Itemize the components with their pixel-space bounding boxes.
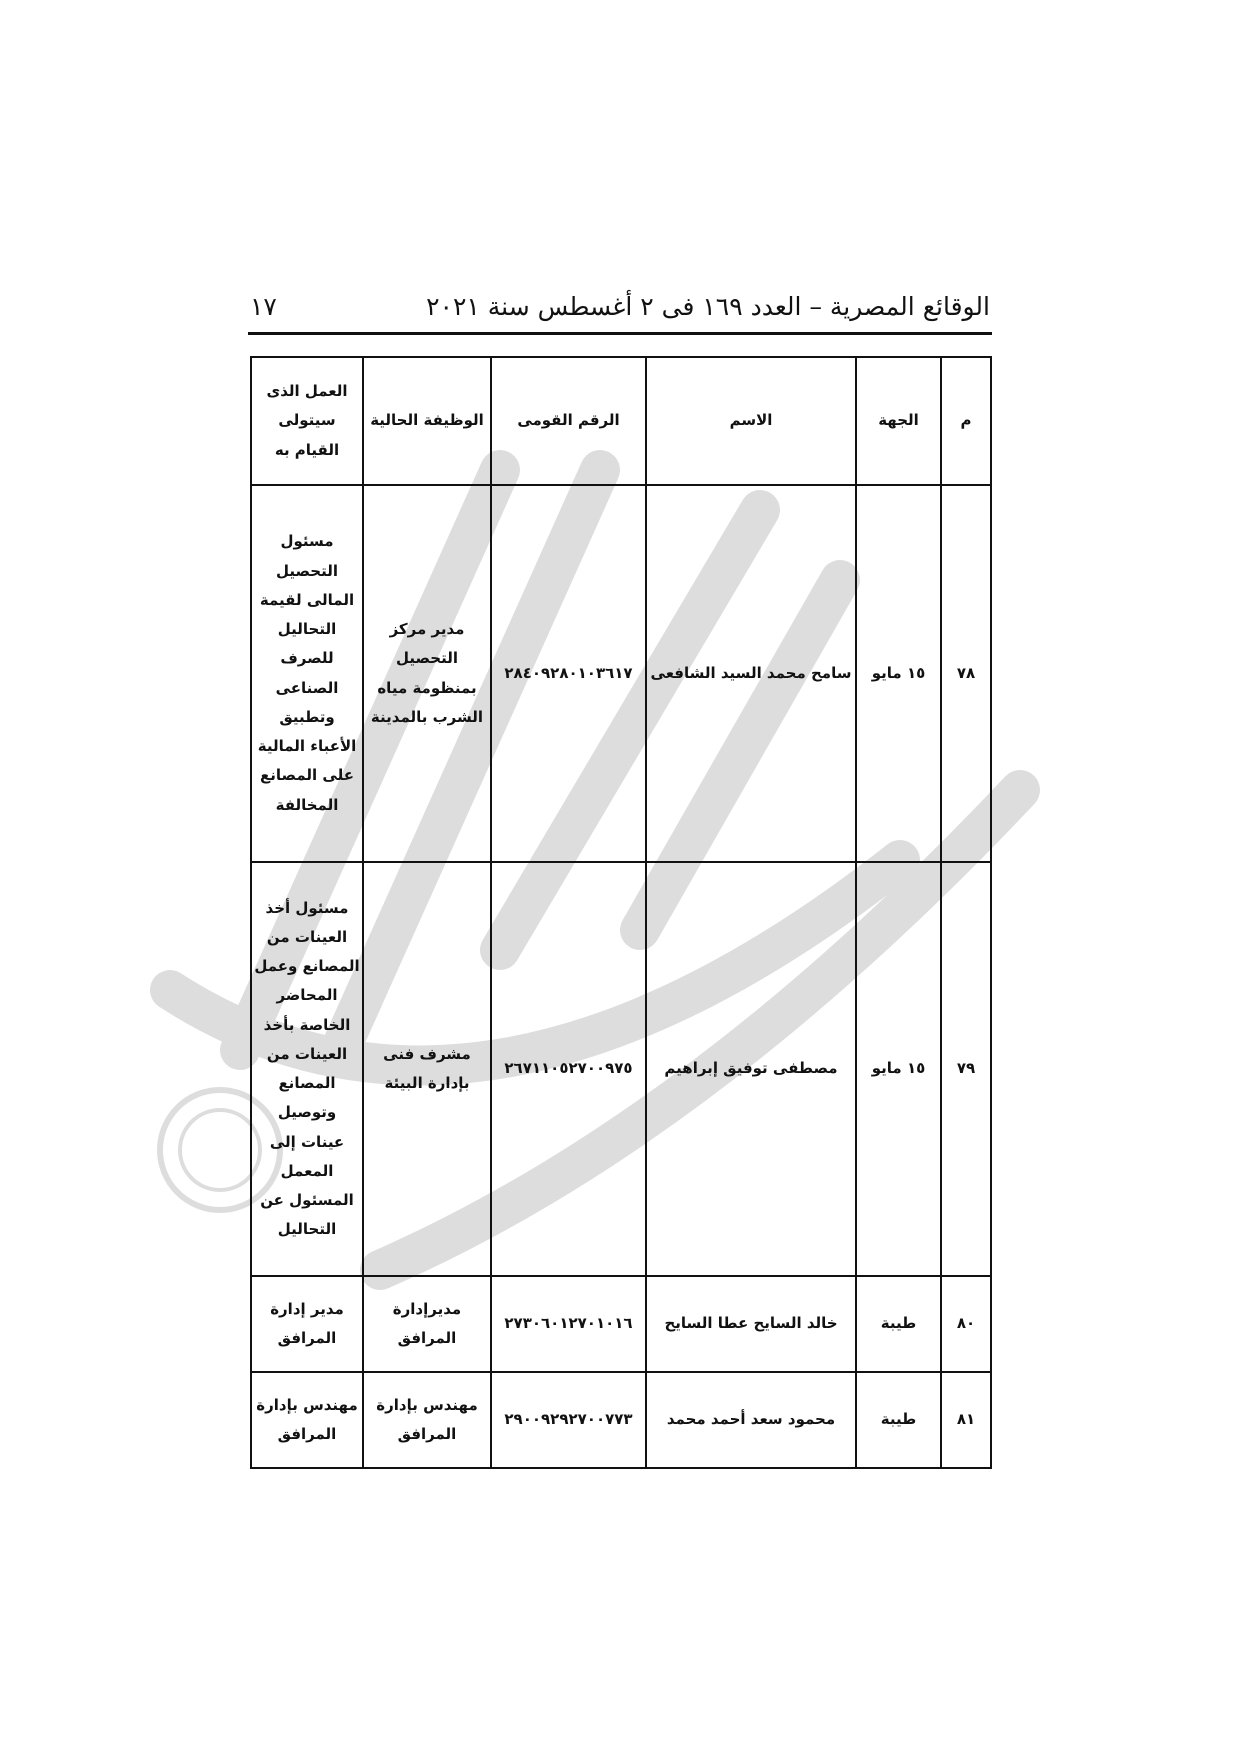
column-header-national-id: الرقم القومى (491, 357, 646, 485)
page-number: ١٧ (250, 291, 277, 321)
table-row (251, 485, 991, 862)
row-national-id: ٢٧٣٠٦٠١٢٧٠١٠١٦ (491, 1276, 646, 1372)
row-current-job: مشرف فنى بإدارة البيئة (363, 862, 491, 1276)
row-entity: طيبة (856, 1372, 941, 1468)
row-national-id: ٢٦٧١١٠٥٢٧٠٠٩٧٥ (491, 862, 646, 1276)
column-header-name: الاسم (646, 357, 856, 485)
table-row (251, 1372, 991, 1468)
employees-table (250, 356, 992, 1469)
row-entity: ١٥ مايو (856, 862, 941, 1276)
table-header-row (251, 357, 991, 485)
row-name: محمود سعد أحمد محمد (646, 1372, 856, 1468)
table-row (251, 1276, 991, 1372)
row-name: خالد السايح عطا السايح (646, 1276, 856, 1372)
row-assigned-work: مدير إدارة المرافق (251, 1276, 363, 1372)
row-current-job: مهندس بإدارة المرافق (363, 1372, 491, 1468)
row-number: ٨١ (941, 1372, 991, 1468)
row-name: مصطفى توفيق إبراهيم (646, 862, 856, 1276)
row-assigned-work: مسئول أخذ العينات من المصانع وعمل المحاضر الخاصة بأخذ العينات من المصانع وتوصيل عينات إلى المعمل المسئول عن التحاليل (251, 862, 363, 1276)
row-number: ٨٠ (941, 1276, 991, 1372)
row-national-id: ٢٨٤٠٩٢٨٠١٠٣٦١٧ (491, 485, 646, 862)
gazette-title: الوقائع المصرية – العدد ١٦٩ فى ٢ أغسطس سنة ٢٠٢١ (426, 291, 990, 321)
row-current-job: مدير مركز التحصيل بمنظومة مياه الشرب بالمدينة (363, 485, 491, 862)
table-row (251, 862, 991, 1276)
row-national-id: ٢٩٠٠٩٢٩٢٧٠٠٧٧٣ (491, 1372, 646, 1468)
row-assigned-work: مهندس بإدارة المرافق (251, 1372, 363, 1468)
row-number: ٧٩ (941, 862, 991, 1276)
row-entity: ١٥ مايو (856, 485, 941, 862)
column-header-current-job: الوظيفة الحالية (363, 357, 491, 485)
row-current-job: مديرإدارة المرافق (363, 1276, 491, 1372)
row-entity: طيبة (856, 1276, 941, 1372)
row-assigned-work: مسئول التحصيل المالى لقيمة التحاليل للصرف الصناعى وتطبيق الأعباء المالية على المصانع المخالفة (251, 485, 363, 862)
column-header-assigned-work: العمل الذى سيتولى القيام به (251, 357, 363, 485)
column-header-entity: الجهة (856, 357, 941, 485)
column-header-number: م (941, 357, 991, 485)
row-number: ٧٨ (941, 485, 991, 862)
page-header (250, 286, 990, 326)
row-name: سامح محمد السيد الشافعى (646, 485, 856, 862)
header-divider (248, 332, 992, 335)
